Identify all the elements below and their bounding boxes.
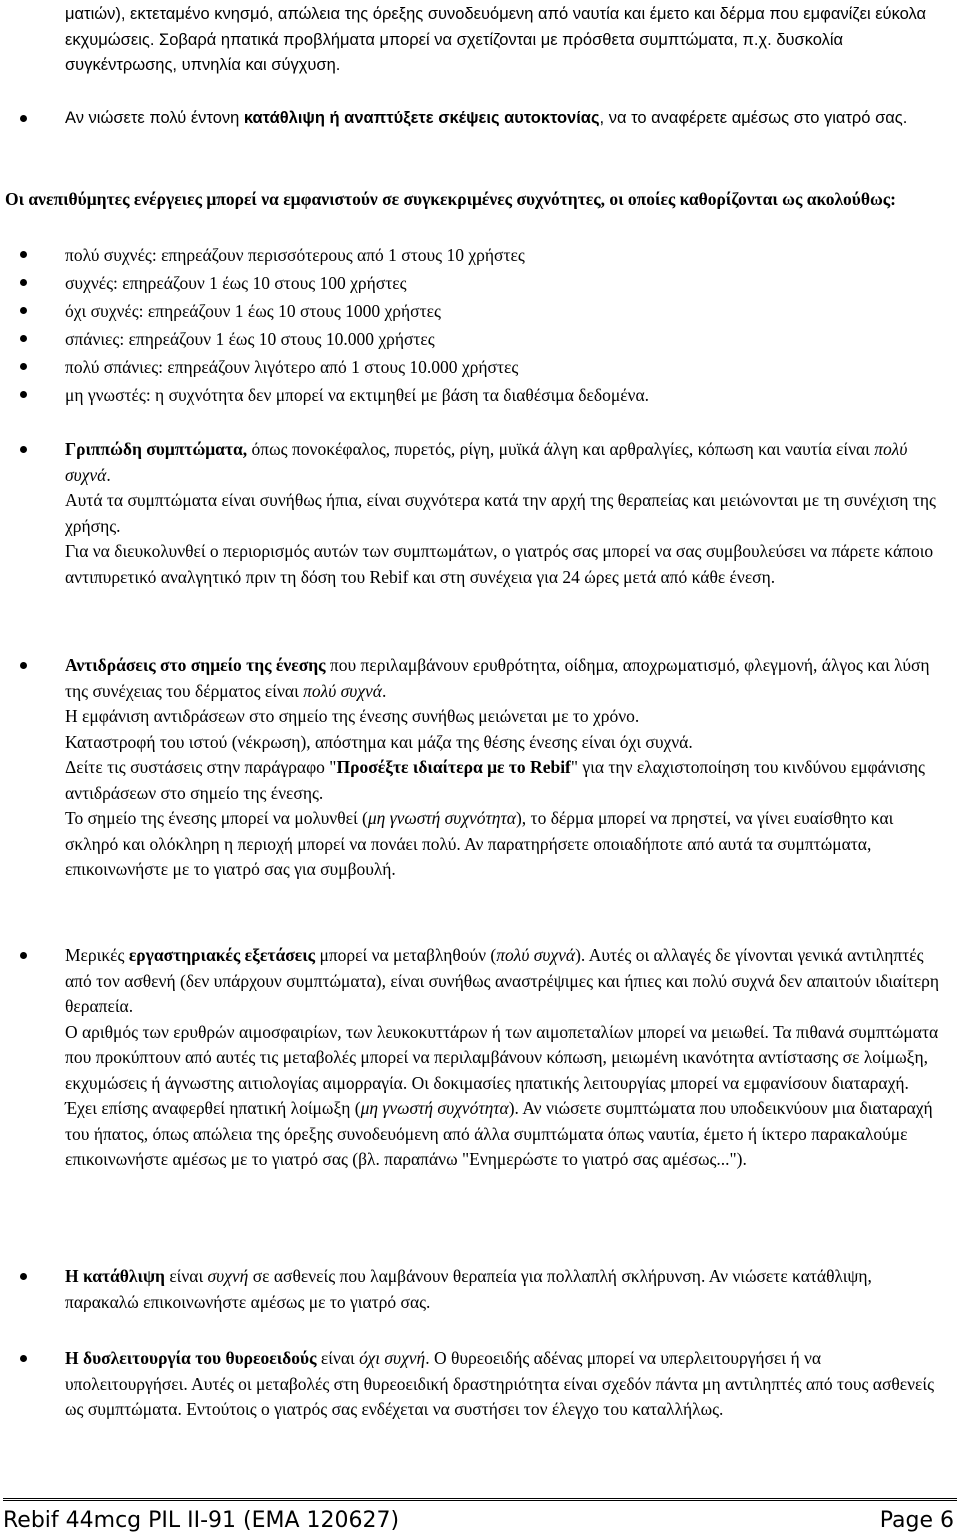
lab-p2-a: Ο αριθμός των ερυθρών αιμοσφαιρίων, των λευκοκυττάρων ή των αιμοπεταλίων μπορεί να μειωθεί. Τα πιθανά συμπτώματα που προκύπτουν από αυτές τις μεταβολές μπορεί να περιλαμβάνουν κόπωση, μειωμένη ικανότητα αντίστασης σε λοίμωξη, εκχυμώσεις ή άγνωστης αιτιολογίας αιμορραγία. Οι δοκιμασίες ηπατικής λειτουργίας μπορεί να εμφανίσουν διαταραχή. Έχει επίσης αναφερθεί ηπατική λοίμωξη ( (65, 1021, 939, 1118)
injection-italic: πολύ συχνά (303, 680, 382, 701)
flu-italic: πολύ συχνά (65, 439, 908, 485)
flu-bold: Γριππώδη συμπτώματα, (65, 439, 248, 459)
lab-italic: πολύ συχνά (496, 945, 576, 965)
injection-text1: που περιλαμβάνουν ερυθρότητα, οίδημα, αποχρωματισμό, φλεγμονή, άλγος και λύση της συνέχειας του δέρματος είναι (65, 655, 930, 701)
list-item (0, 241, 960, 269)
frequency-intro (0, 187, 960, 213)
depression-item (0, 1264, 960, 1315)
thyroid-bold: Η δυσλειτουργία του θυρεοειδούς (65, 1348, 317, 1368)
flu-text2: . (106, 464, 111, 485)
depression-warning-item (0, 106, 960, 132)
footer-divider (3, 1498, 957, 1504)
thyroid-item (0, 1346, 960, 1423)
flu-text1: όπως πονοκέφαλος, πυρετός, ρίγη, μυϊκά άλγη και αρθραλγίες, κόπωση και ναυτία είναι (247, 439, 875, 459)
bullet-icon (20, 391, 27, 398)
bullet-icon (20, 363, 27, 370)
bullet-icon (20, 1355, 27, 1362)
bullet-icon (20, 279, 27, 286)
frequency-rare: σπάνιες: επηρεάζουν 1 έως 10 στους 10.000 χρήστες (65, 329, 435, 349)
bullet-icon (20, 662, 27, 669)
injection-p5-italic: μη γνωστή συχνότητα (367, 808, 516, 828)
depression-text1: είναι (164, 1266, 208, 1286)
footer-page-number: Page 6 (879, 1508, 954, 1533)
list-item (0, 297, 960, 325)
frequency-very-common: πολύ συχνές: επηρεάζουν περισσότερους από 1 στους 10 χρήστες (65, 245, 525, 265)
bullet-icon (20, 1273, 27, 1280)
bullet-icon (20, 335, 27, 342)
frequency-uncommon: όχι συχνές: επηρεάζουν 1 έως 10 στους 1000 χρήστες (65, 301, 441, 321)
lab-pre: Μερικές (65, 945, 129, 965)
thyroid-text2: . Ο θυρεοειδής αδένας μπορεί να υπερλειτουργήσει ή να υπολειτουργήσει. Αυτές οι μεταβολές στη θυρεοειδική δραστηριότητα είναι σχεδόν πάντα μη αντιληπτές από τους ασθενείς ως συμπτώματα. Εντούτοις ο γιατρός σας ενδέχεται να συστήσει τον έλεγχο του καταλλήλως. (65, 1348, 935, 1419)
depression-warning-post: , να το αναφέρετε αμέσως στο γιατρό σας. (599, 109, 908, 127)
injection-p5-pre: Το σημείο της ένεσης μπορεί να μολυνθεί ( (65, 808, 368, 828)
list-item (0, 353, 960, 381)
thyroid-italic: όχι συχνή (359, 1348, 426, 1368)
list-item (0, 325, 960, 353)
lab-bold: εργαστηριακές εξετάσεις (128, 945, 316, 965)
injection-paragraph-2: Η εμφάνιση αντιδράσεων στο σημείο της ένεσης συνήθως μειώνεται με το χρόνο. (65, 706, 640, 726)
depression-bold: Η κατάθλιψη (65, 1266, 165, 1286)
flu-paragraph-2: Αυτά τα συμπτώματα είναι συνήθως ήπια, είναι συχνότερα κατά την αρχή της θεραπείας και μειώνονται με τη συνέχιση της χρήσης. (65, 490, 936, 536)
bullet-icon (20, 307, 27, 314)
continuation-text (0, 2, 960, 79)
bullet-icon (20, 952, 27, 959)
lab-p2-italic: μη γνωστή συχνότητα (360, 1098, 509, 1118)
injection-site-item (0, 653, 960, 883)
bullet-icon (20, 115, 27, 122)
frequency-unknown: μη γνωστές: η συχνότητα δεν μπορεί να εκτιμηθεί με βάση τα διαθέσιμα δεδομένα. (65, 385, 650, 405)
injection-text2: . (381, 680, 387, 701)
bullet-icon (20, 446, 27, 453)
depression-warning-pre: Αν νιώσετε πολύ έντονη (65, 109, 244, 127)
lab-text1: μπορεί να μεταβληθούν ( (315, 945, 497, 965)
thyroid-text1: είναι (316, 1348, 360, 1368)
lab-p2-b: ). Αν νιώσετε συμπτώματα που υποδεικνύουν μια διαταραχή του ήπατος, όπως απώλεια της όρεξης συνοδευόμενη από άλλα συμπτώματα όπως ναυτία, έμετο ή ίκτερο παρακαλούμε επικοινωνήστε αμέσως με το γιατρό σας (βλ. παραπάνω "Ενημερώστε το γιατρό σας αμέσως..."). (65, 1098, 933, 1169)
lab-tests-item (0, 943, 960, 1173)
depression-text2: σε ασθενείς που λαμβάνουν θεραπεία για πολλαπλή σκλήρυνση. Αν νιώσετε κατάθλιψη, παρακαλώ επικοινωνήστε αμέσως με το γιατρό σας. (65, 1266, 872, 1312)
list-item (0, 381, 960, 409)
injection-p5-post: ), το δέρμα μπορεί να πρηστεί, να γίνει ευαίσθητο και σκληρό και ολόκληρη η περιοχή μπορεί να πονάει πολύ. Αν παρατηρήσετε οποιαδήποτε από αυτά τα συμπτώματα, επικοινωνήστε με το γιατρό σας για συμβουλή. (65, 808, 894, 879)
lab-text2: ). Αυτές οι αλλαγές δε γίνονται γενικά αντιληπτές από τον ασθενή (δεν υπάρχουν συμπτώματα), είναι συνήθως αναστρέψιμες και ήπιες και πολύ συχνά δεν απαιτούν ιδιαίτερη θεραπεία. (65, 945, 940, 1016)
flu-paragraph-3: Για να διευκολυνθεί ο περιορισμός αυτών των συμπτωμάτων, ο γιατρός σας μπορεί να σας συμβουλεύσει να πάρετε κάποιο αντιπυρετικό αναλγητικό πριν τη δόση του Rebif και στη συνέχεια για 24 ώρες μετά από κάθε ένεση. (65, 541, 934, 587)
list-item (0, 269, 960, 297)
footer-document-id: Rebif 44mcg PIL II-91 (EMA 120627) (3, 1508, 400, 1533)
depression-italic: συχνή (207, 1266, 249, 1286)
injection-p4-post: " για την ελαχιστοποίηση του κινδύνου εμφάνισης αντιδράσεων στο σημείο της ένεσης. (65, 757, 925, 803)
injection-p4-pre: Δείτε τις συστάσεις στην παράγραφο " (65, 757, 337, 777)
depression-warning-bold: κατάθλιψη ή αναπτύξετε σκέψεις αυτοκτονίας (243, 109, 600, 127)
frequency-list (0, 241, 960, 409)
injection-p4-bold: Προσέξτε ιδιαίτερα με το Rebif (336, 757, 571, 777)
injection-paragraph-3: Καταστροφή του ιστού (νέκρωση), απόστημα και μάζα της θέσης ένεσης είναι όχι συχνά. (65, 731, 693, 752)
continuation-line: ματιών), εκτεταμένο κνησμό, απώλεια της όρεξης συνοδευόμενη από ναυτία και έμετο και δέρμα που εμφανίζει εύκολα εκχυμώσεις. Σοβαρά ηπατικά προβλήματα μπορεί να σχετίζονται με πρόσθετα συμπτώματα, π.χ. δυσκολία συγκέντρωσης, υπνηλία και σύγχυση. (65, 5, 927, 74)
injection-bold: Αντιδράσεις στο σημείο της ένεσης (65, 655, 326, 675)
flu-symptoms-item (0, 437, 960, 590)
frequency-very-rare: πολύ σπάνιες: επηρεάζουν λιγότερο από 1 στους 10.000 χρήστες (65, 357, 519, 377)
frequency-intro-text: Οι ανεπιθύμητες ενέργειες μπορεί να εμφανιστούν σε συγκεκριμένες συχνότητες, οι οποίες καθορίζονται ως ακολούθως: (5, 189, 897, 209)
frequency-common: συχνές: επηρεάζουν 1 έως 10 στους 100 χρήστες (65, 273, 407, 293)
bullet-icon (20, 251, 27, 258)
